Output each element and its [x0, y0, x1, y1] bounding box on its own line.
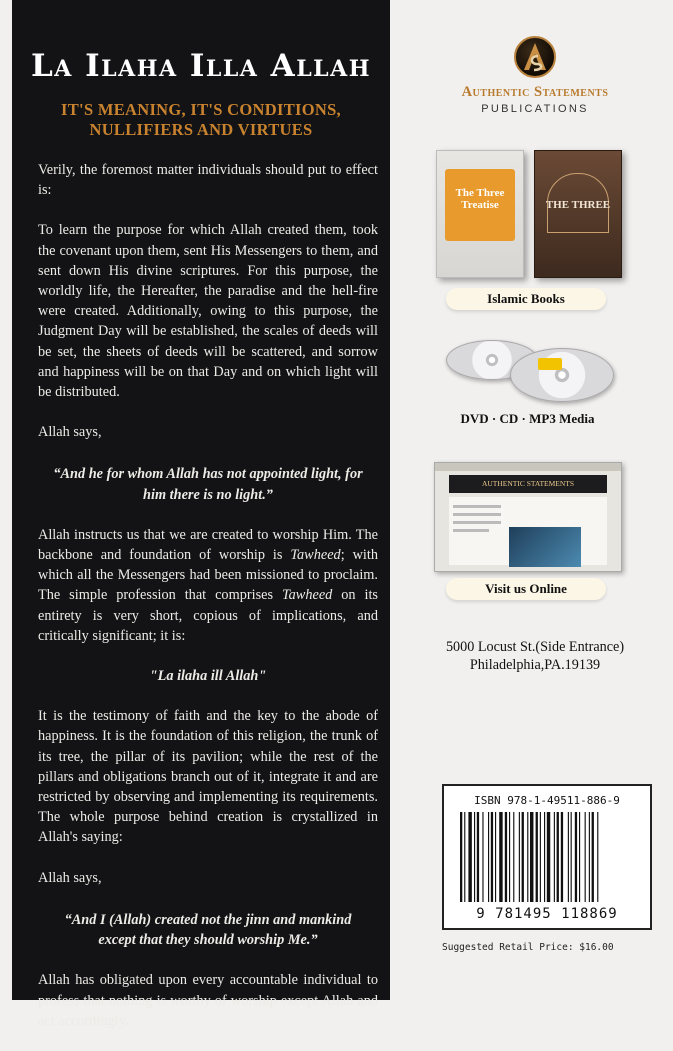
paragraph-3 [38, 525, 378, 646]
p3-tawheed-1: Tawheed [290, 547, 341, 564]
website-header: AUTHENTIC STATEMENTS [449, 475, 607, 493]
disc-icon [510, 348, 614, 402]
p3-tawheed-2: Tawheed [282, 587, 333, 604]
media-label: DVD · CD · MP3 Media [460, 411, 595, 426]
book-subtitle [12, 100, 390, 140]
paragraph-4: It is the testimony of faith and the key to the abode of happiness. It is the foundation of this religion, the trunk of its tree, the pillar of its pavilion; while the rest of the pillars and obligations branch out of it, integrate it and are restricted by observing and implementing its requirements. The whole purpose behind creation is crystallized in Allah's saying: [38, 708, 378, 846]
barcode [442, 784, 652, 930]
subtitle-line-1: IT'S MEANING, IT'S CONDITIONS, [61, 100, 341, 119]
isbn: ISBN 978-1-49511-886-9 [474, 794, 620, 807]
allah-says-2: Allah says, [38, 869, 102, 886]
book-title: La Ilaha Illa Allah [31, 48, 371, 84]
suggested-retail-price: Suggested Retail Price: $16.00 [442, 942, 614, 953]
visit-online-label: Visit us Online [446, 578, 606, 600]
book-cover-2 [534, 150, 622, 278]
quote-verse-3: “And I (Allah) created not the jinn and mankind except that they should worship Me.” [64, 911, 352, 949]
p3-text-b: ; with which all the Messengers had been missioned to proclaim. The simple profession that comprises [38, 547, 378, 604]
quote-verse-1: “And he for whom Allah has not appointed light, for him there is no light.” [53, 466, 363, 503]
media-discs-image [438, 334, 628, 408]
publisher-name: Authentic Statements [461, 84, 609, 100]
address-line-2: Philadelphia,PA.19139 [469, 657, 601, 673]
quote-verse-2: "La ilaha ill Allah" [149, 668, 267, 685]
p3-text-a: Allah instructs us that we are created to worship Him. The backbone and foundation of worship is [38, 526, 378, 564]
address [420, 638, 650, 674]
as-monogram-icon [514, 36, 556, 78]
barcode-bars [460, 812, 638, 904]
blurb [38, 160, 378, 1051]
subtitle-line-2: NULLIFIERS AND VIRTUES [89, 120, 313, 139]
book-cover-1 [436, 150, 524, 278]
islamic-books-label: Islamic Books [446, 288, 606, 310]
p3-text-c: on its entirety is very short, copious of implications, and critically significant; it is: [38, 587, 378, 644]
paragraph-5: Allah has obligated upon every accountable individual to profess that nothing is worthy of worship except Allah and act accordingly. [38, 972, 378, 1029]
publisher-block [420, 36, 650, 115]
paragraph-1: Verily, the foremost matter individuals should put to effect is: [38, 162, 378, 199]
paragraph-2: To learn the purpose for which Allah created them, took the covenant upon them, sent His Messengers to them, and sent down His divine scriptures. For this purpose, the worldly life, the Hereafter, the paradise and the hell-fire were created. Additionally, owing to this purpose, the Judgment Day will be established, the scales of deeds will be set, the sheets of deeds will be scattered, and sorrow and happiness will be on that Day and on which light will be distributed. [38, 222, 378, 401]
allah-says-1: Allah says, [38, 424, 102, 441]
website-screenshot-image [434, 462, 622, 572]
address-line-1: 5000 Locust St.(Side Entrance) [445, 639, 625, 655]
book-2-title: THE THREE [545, 199, 611, 211]
book-1-title: The Three Treatise [455, 187, 505, 211]
back-cover-text-panel [12, 0, 390, 1029]
publisher-subtitle: PUBLICATIONS [481, 103, 589, 115]
books-image [436, 150, 622, 278]
barcode-digits: 9 781495 118869 [476, 906, 618, 922]
